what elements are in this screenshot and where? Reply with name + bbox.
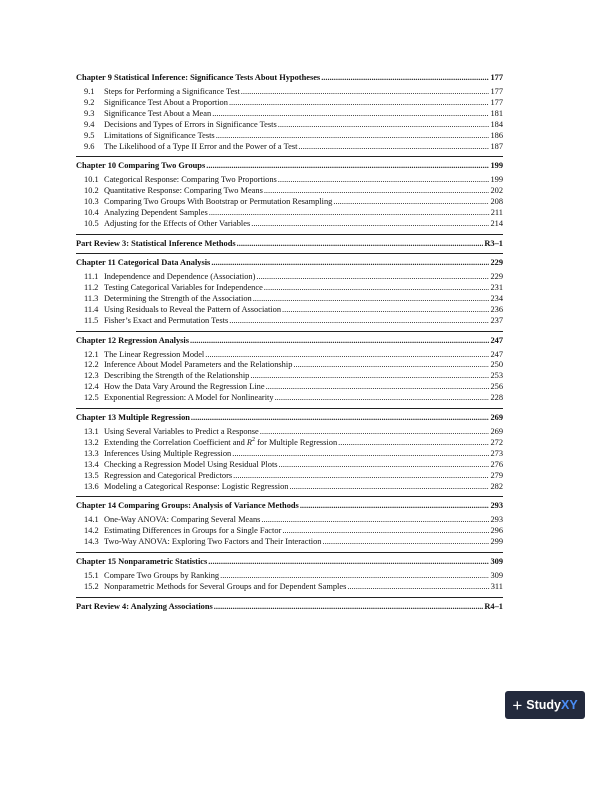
leader-dots — [264, 283, 490, 294]
toc-chapter-heading[interactable] — [76, 335, 503, 346]
section-number: 15.1 — [84, 571, 99, 581]
leader-dots — [333, 197, 489, 208]
section-number: 15.2 — [84, 582, 99, 592]
toc-section-row[interactable] — [76, 208, 503, 219]
plus-icon: + — [512, 695, 523, 715]
leader-dots — [279, 460, 490, 471]
section-number: 14.3 — [84, 537, 99, 547]
toc-section-row[interactable] — [76, 316, 503, 327]
section-page-number: 237 — [490, 315, 503, 325]
chapter-page-number: R4–1 — [484, 602, 503, 611]
toc-section-row[interactable] — [76, 537, 503, 548]
section-number: 9.4 — [84, 119, 95, 129]
section-number: 11.2 — [84, 282, 99, 292]
leader-dots — [237, 238, 484, 249]
leader-dots — [229, 98, 490, 109]
chapter-page-number: 177 — [490, 73, 503, 82]
section-page-number: 181 — [490, 108, 503, 118]
section-title: Nonparametric Methods for Several Groups and for Dependent Samples — [104, 582, 347, 592]
leader-dots — [321, 72, 489, 83]
toc-chapter-block — [76, 331, 503, 405]
leader-dots — [190, 335, 489, 346]
leader-dots — [214, 601, 484, 612]
section-title: Decisions and Types of Errors in Significance Tests — [104, 119, 277, 129]
section-title: Categorical Response: Comparing Two Proportions — [104, 175, 277, 185]
section-number: 13.2 — [84, 437, 99, 447]
section-page-number: 311 — [490, 582, 503, 592]
section-page-number: 276 — [490, 459, 503, 469]
toc-section-row[interactable] — [76, 305, 503, 316]
section-page-number: 279 — [490, 470, 503, 480]
leader-dots — [250, 371, 489, 382]
section-page-number: 250 — [490, 360, 503, 370]
section-number: 13.4 — [84, 459, 99, 469]
section-title: How the Data Vary Around the Regression Line — [104, 382, 265, 392]
section-title: Significance Test About a Proportion — [104, 97, 228, 107]
studyxy-logo-badge[interactable] — [505, 691, 585, 719]
section-number: 10.3 — [84, 197, 99, 207]
section-title: Describing the Strength of the Relationship — [104, 371, 250, 381]
toc-chapter-heading[interactable] — [76, 238, 503, 249]
section-page-number: 214 — [490, 219, 503, 229]
leader-dots — [264, 186, 490, 197]
section-page-number: 187 — [490, 141, 503, 151]
leader-dots — [220, 571, 489, 582]
section-number: 13.1 — [84, 427, 99, 437]
section-number: 12.1 — [84, 349, 99, 359]
section-number: 9.1 — [84, 87, 95, 96]
section-number: 12.3 — [84, 371, 99, 381]
toc-section-row[interactable] — [76, 197, 503, 208]
toc-section-row[interactable] — [76, 87, 503, 98]
section-title: The Linear Regression Model — [104, 349, 205, 359]
section-number: 9.2 — [84, 97, 95, 107]
leader-dots — [282, 526, 489, 537]
toc-section-row[interactable] — [76, 471, 503, 482]
section-page-number: 253 — [490, 371, 503, 381]
toc-chapter-block — [76, 552, 503, 593]
section-number: 13.5 — [84, 470, 99, 480]
section-number: 12.2 — [84, 360, 99, 370]
toc-section-row[interactable] — [76, 482, 503, 493]
toc-chapter-block — [76, 156, 503, 230]
section-number: 14.1 — [84, 515, 99, 525]
section-title: Testing Categorical Variables for Independence — [104, 282, 263, 292]
leader-dots — [256, 272, 489, 283]
chapter-title: Chapter 15 Nonparametric Statistics — [76, 557, 208, 567]
leader-dots — [212, 109, 489, 120]
chapter-page-number: 199 — [490, 161, 503, 171]
section-title: Using Residuals to Reveal the Pattern of Association — [104, 304, 282, 314]
chapter-page-number: 293 — [490, 501, 503, 511]
section-page-number: 228 — [490, 393, 503, 403]
section-title: Regression and Categorical Predictors — [104, 470, 233, 480]
section-page-number: 202 — [490, 186, 503, 196]
section-page-number: 299 — [490, 537, 503, 547]
leader-dots — [347, 582, 489, 593]
section-title: Inferences Using Multiple Regression — [104, 448, 232, 458]
section-title: Modeling a Categorical Response: Logistic Regression — [104, 481, 289, 491]
toc-section-row[interactable] — [76, 109, 503, 120]
section-title: Estimating Differences in Groups for a Single Factor — [104, 526, 282, 536]
section-title: Inference About Model Parameters and the Relationship — [104, 360, 293, 370]
section-title: The Likelihood of a Type II Error and the Power of a Test — [104, 141, 298, 151]
leader-dots — [278, 120, 490, 131]
toc-section-row[interactable] — [76, 219, 503, 230]
section-page-number: 256 — [490, 382, 503, 392]
section-page-number: 199 — [490, 175, 503, 185]
section-title: Steps for Performing a Significance Test — [104, 87, 240, 96]
section-number: 10.4 — [84, 208, 99, 218]
toc-section-row[interactable] — [76, 582, 503, 593]
leader-dots — [232, 449, 489, 460]
chapter-title: Chapter 14 Comparing Groups: Analysis of Variance Methods — [76, 501, 299, 511]
section-number: 12.5 — [84, 393, 99, 403]
leader-dots — [293, 360, 489, 371]
toc-chapter-block — [76, 597, 503, 612]
section-number: 12.4 — [84, 382, 99, 392]
section-title: Fisher’s Exact and Permutation Tests — [104, 315, 229, 325]
table-of-contents — [76, 72, 503, 616]
leader-dots — [323, 537, 490, 548]
toc-section-row[interactable] — [76, 272, 503, 283]
leader-dots — [253, 294, 490, 305]
section-title: Independence and Dependence (Association) — [104, 271, 256, 281]
leader-dots — [298, 142, 489, 153]
leader-dots — [211, 257, 489, 268]
toc-chapter-heading[interactable] — [76, 72, 503, 83]
section-page-number: 208 — [490, 197, 503, 207]
section-page-number: 234 — [490, 293, 503, 303]
section-page-number: 272 — [490, 437, 503, 447]
toc-section-row[interactable] — [76, 460, 503, 471]
toc-section-row[interactable] — [76, 427, 503, 438]
toc-chapter-heading[interactable] — [76, 160, 503, 171]
leader-dots — [216, 131, 490, 142]
section-number: 10.1 — [84, 175, 99, 185]
toc-section-row[interactable] — [76, 449, 503, 460]
toc-section-row[interactable] — [76, 393, 503, 404]
section-title: Exponential Regression: A Model for Nonlinearity — [104, 393, 274, 403]
toc-section-row[interactable] — [76, 283, 503, 294]
section-number: 10.2 — [84, 186, 99, 196]
leader-dots — [209, 208, 490, 219]
section-page-number: 269 — [490, 427, 503, 437]
section-page-number: 273 — [490, 448, 503, 458]
section-title: Quantitative Response: Comparing Two Means — [104, 186, 263, 196]
section-title: Extending the Correlation Coefficient and $R^2$ for Multiple Regression — [104, 437, 338, 447]
section-page-number: 236 — [490, 304, 503, 314]
section-title: One-Way ANOVA: Comparing Several Means — [104, 515, 261, 525]
leader-dots — [251, 219, 489, 230]
chapter-title: Chapter 13 Multiple Regression — [76, 413, 190, 423]
section-number: 9.5 — [84, 130, 95, 140]
section-page-number: 309 — [490, 571, 503, 581]
chapter-title: Part Review 4: Analyzing Associations — [76, 602, 213, 611]
toc-chapter-heading[interactable] — [76, 412, 503, 423]
toc-section-row[interactable] — [76, 360, 503, 371]
toc-section-row[interactable] — [76, 120, 503, 131]
chapter-title: Chapter 11 Categorical Data Analysis — [76, 257, 211, 267]
toc-section-row[interactable] — [76, 186, 503, 197]
leader-dots — [338, 438, 489, 449]
section-number: 13.3 — [84, 448, 99, 458]
chapter-title: Chapter 12 Regression Analysis — [76, 335, 189, 345]
toc-chapter-heading[interactable] — [76, 500, 503, 511]
chapter-page-number: R3–1 — [484, 238, 503, 248]
section-page-number: 177 — [490, 97, 503, 107]
section-number: 9.6 — [84, 141, 95, 151]
toc-section-row[interactable] — [76, 350, 503, 361]
section-page-number: 296 — [490, 526, 503, 536]
leader-dots — [191, 412, 490, 423]
toc-section-row[interactable] — [76, 526, 503, 537]
chapter-page-number: 247 — [490, 335, 503, 345]
toc-chapter-block — [76, 234, 503, 249]
section-page-number: 282 — [490, 481, 503, 491]
toc-section-row[interactable] — [76, 294, 503, 305]
leader-dots — [300, 500, 490, 511]
toc-section-row[interactable] — [76, 371, 503, 382]
section-number: 11.1 — [84, 271, 99, 281]
chapter-title: Part Review 3: Statistical Inference Methods — [76, 238, 236, 248]
section-title: Significance Test About a Mean — [104, 108, 212, 118]
leader-dots — [282, 305, 489, 316]
leader-dots — [208, 556, 489, 567]
toc-chapter-heading[interactable] — [76, 257, 503, 268]
section-title: Compare Two Groups by Ranking — [104, 571, 220, 581]
toc-section-row[interactable] — [76, 142, 503, 153]
section-title: Two-Way ANOVA: Exploring Two Factors and Their Interaction — [104, 537, 322, 547]
toc-chapter-block — [76, 496, 503, 548]
leader-dots — [266, 382, 490, 393]
toc-section-row[interactable] — [76, 131, 503, 142]
section-number: 11.5 — [84, 315, 99, 325]
section-title: Checking a Regression Model Using Residual Plots — [104, 459, 278, 469]
toc-chapter-block — [76, 72, 503, 152]
section-number: 14.2 — [84, 526, 99, 536]
toc-section-row[interactable] — [76, 382, 503, 393]
section-page-number: 247 — [490, 349, 503, 359]
section-title: Analyzing Dependent Samples — [104, 208, 208, 218]
section-title: Determining the Strength of the Association — [104, 293, 252, 303]
section-title: Using Several Variables to Predict a Response — [104, 427, 259, 437]
chapter-page-number: 269 — [490, 413, 503, 423]
chapter-page-number: 309 — [490, 557, 503, 567]
toc-chapter-heading[interactable] — [76, 556, 503, 567]
section-title: Comparing Two Groups With Bootstrap or Permutation Resampling — [104, 197, 333, 207]
toc-section-row[interactable] — [76, 571, 503, 582]
toc-section-row[interactable] — [76, 175, 503, 186]
toc-chapter-block — [76, 408, 503, 492]
leader-dots — [229, 316, 489, 327]
leader-dots — [206, 160, 489, 171]
toc-chapter-block — [76, 253, 503, 327]
chapter-page-number: 229 — [490, 257, 503, 267]
section-title: Adjusting for the Effects of Other Variables — [104, 219, 251, 229]
chapter-title: Chapter 10 Comparing Two Groups — [76, 161, 206, 171]
leader-dots — [233, 471, 489, 482]
toc-section-row[interactable] — [76, 515, 503, 526]
leader-dots — [205, 350, 489, 361]
section-page-number: 229 — [490, 271, 503, 281]
section-title: Limitations of Significance Tests — [104, 130, 215, 140]
leader-dots — [289, 482, 489, 493]
logo-word-study: Study — [526, 698, 561, 712]
leader-dots — [260, 427, 490, 438]
section-page-number: 293 — [490, 515, 503, 525]
section-page-number: 186 — [490, 130, 503, 140]
leader-dots — [275, 393, 490, 404]
toc-chapter-heading[interactable] — [76, 601, 503, 612]
leader-dots — [241, 87, 490, 98]
section-number: 13.6 — [84, 481, 99, 491]
toc-section-row[interactable] — [76, 438, 503, 449]
leader-dots — [261, 515, 489, 526]
leader-dots — [278, 175, 490, 186]
section-page-number: 231 — [490, 282, 503, 292]
chapter-title: Chapter 9 Statistical Inference: Significance Tests About Hypotheses — [76, 73, 321, 82]
section-page-number: 177 — [490, 87, 503, 96]
toc-section-row[interactable] — [76, 98, 503, 109]
section-number: 11.4 — [84, 304, 99, 314]
section-page-number: 184 — [490, 119, 503, 129]
section-number: 10.5 — [84, 219, 99, 229]
section-page-number: 211 — [490, 208, 503, 218]
section-number: 11.3 — [84, 293, 99, 303]
section-number: 9.3 — [84, 108, 95, 118]
logo-word-xy: XY — [560, 698, 578, 712]
